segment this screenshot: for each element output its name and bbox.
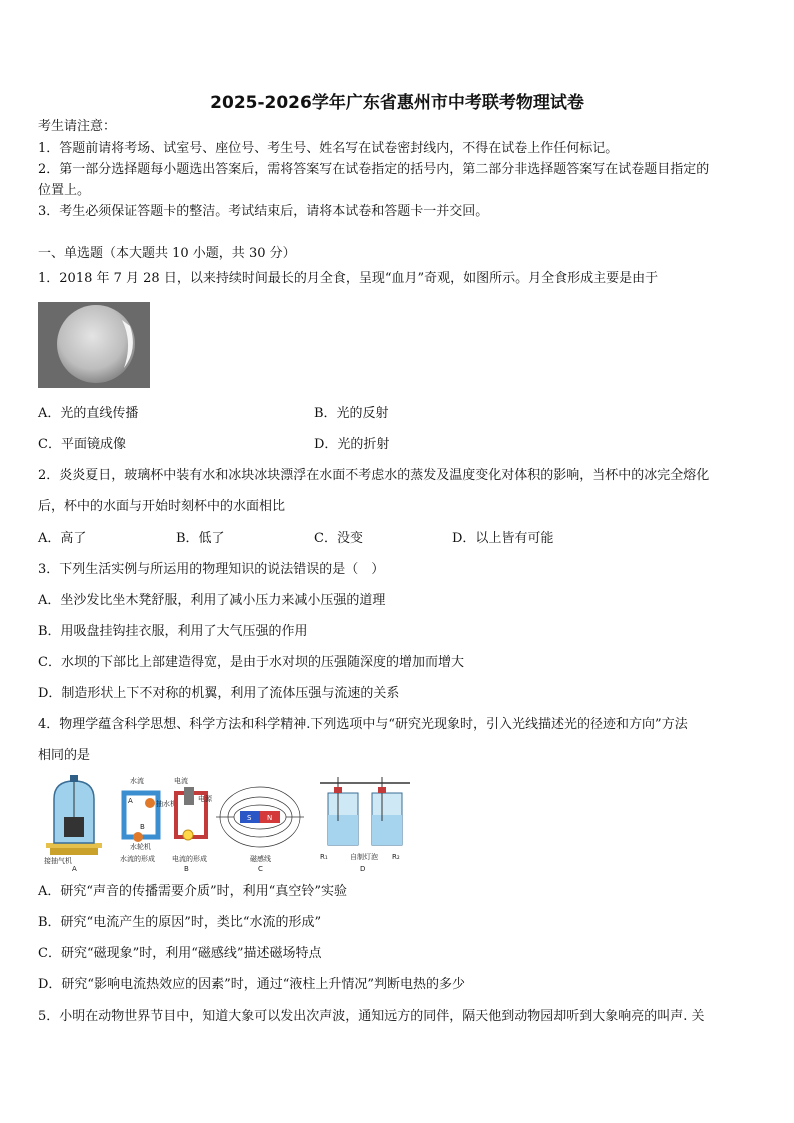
notice-item-3: 3．考生必须保证答题卡的整洁。考试结束后，请将本试卷和答题卡一并交回。 — [38, 204, 489, 219]
fig-c-n: N — [267, 814, 273, 822]
fig-c-caption: 电流的形成 — [172, 855, 207, 863]
q3-option-b[interactable]: B．用吸盘挂钩挂衣服，利用了大气压强的作用 — [38, 624, 308, 639]
notice-item-2: 2．第一部分选择题每小题选出答案后，需将答案写在试卷指定的括号内，第二部分非选择题答案写在试卷题目指定的 — [38, 162, 710, 177]
moon-eclipse-photo — [38, 302, 150, 388]
q4-option-a[interactable]: A．研究“声音的传播需要介质”时，利用“真空铃”实验 — [38, 884, 347, 899]
fig-bc-letter: B — [184, 865, 189, 873]
q4-option-c[interactable]: C．研究“磁现象”时，利用“磁感线”描述磁场特点 — [38, 946, 322, 961]
q1-option-d[interactable]: D．光的折射 — [314, 437, 390, 452]
question-1-stem: 1．2018 年 7 月 28 日，以来持续时间最长的月全食，呈现“血月”奇观，如图所示。月全食形成主要是由于 — [38, 271, 659, 286]
question-5-stem: 5．小明在动物世界节目中，知道大象可以发出次声波，通知远方的同伴，隔天他到动物园却听到大象响亮的叫声. 关 — [38, 1009, 705, 1024]
q2-option-a[interactable]: A．高了 — [38, 531, 87, 546]
notice-item-1: 1．答题前请将考场、试室号、座位号、考生号、姓名写在试卷密封线内，不得在试卷上作任何标记。 — [38, 141, 619, 156]
fig-b-label-water: 水流 — [130, 777, 144, 785]
q2-option-b[interactable]: B．低了 — [176, 531, 225, 546]
fig-e-caption: 自制灯泡 — [350, 853, 378, 861]
question-3-stem: 3．下列生活实例与所运用的物理知识的说法错误的是（ ） — [38, 562, 385, 577]
fig-b-label-a: A — [128, 797, 133, 805]
q3-option-a[interactable]: A．坐沙发比坐木凳舒服，利用了减小压力来减小压强的道理 — [38, 593, 386, 608]
fig-b-label-turbine: 水轮机 — [130, 843, 151, 851]
question-2-stem-line2: 后，杯中的水面与开始时刻杯中的水面相比 — [38, 499, 286, 514]
fig-e-r2: R₂ — [392, 853, 400, 861]
fig-b-caption: 水流的形成 — [120, 855, 155, 863]
fig-d-letter: C — [258, 865, 263, 873]
q1-option-a[interactable]: A．光的直线传播 — [38, 406, 139, 421]
q4-option-b[interactable]: B．研究“电流产生的原因”时，类比“水流的形成” — [38, 915, 322, 930]
fig-e-r1: R₁ — [320, 853, 328, 861]
fig-b-label-pump: 抽水机 — [156, 800, 177, 808]
fig-a-letter: A — [72, 865, 77, 873]
q1-option-c[interactable]: C．平面镜成像 — [38, 437, 126, 452]
fig-e-letter: D — [360, 865, 366, 873]
page-title: 2025-2026学年广东省惠州市中考联考物理试卷 — [210, 93, 584, 113]
notice-item-2-cont: 位置上。 — [38, 183, 91, 198]
heating-flasks-illustration — [320, 777, 410, 845]
q2-option-d[interactable]: D．以上皆有可能 — [452, 531, 554, 546]
fig-c-s: S — [247, 814, 252, 822]
q2-option-c[interactable]: C．没变 — [314, 531, 363, 546]
question-4-stem-line1: 4．物理学蕴含科学思想、科学方法和科学精神.下列选项中与“研究光现象时，引入光线描述光的径迹和方向”方法 — [38, 717, 688, 732]
q3-option-c[interactable]: C．水坝的下部比上部建造得宽，是由于水对坝的压强随深度的增加而增大 — [38, 655, 464, 670]
fig-d-caption: 磁感线 — [250, 855, 271, 863]
fig-a-caption: 接抽气机 — [44, 857, 72, 865]
fig-c-label-current: 电流 — [174, 777, 188, 785]
question-4-figure — [38, 773, 418, 873]
fig-b-label-b: B — [140, 823, 145, 831]
notice-heading: 考生请注意： — [38, 119, 117, 134]
q4-option-d[interactable]: D．研究“影响电流热效应的因素”时，通过“液柱上升情况”判断电热的多少 — [38, 977, 466, 992]
q3-option-d[interactable]: D．制造形状上下不对称的机翼，利用了流体压强与流速的关系 — [38, 686, 400, 701]
bell-jar-illustration — [46, 775, 102, 855]
q1-option-b[interactable]: B．光的反射 — [314, 406, 389, 421]
question-4-stem-line2: 相同的是 — [38, 748, 91, 763]
question-2-stem-line1: 2．炎炎夏日，玻璃杯中装有水和冰块冰块漂浮在水面不考虑水的蒸发及温度变化对体积的影响，当杯中的冰完全熔化 — [38, 468, 710, 483]
section-heading: 一、单选题（本大题共 10 小题，共 30 分） — [38, 246, 296, 261]
fig-c-label-source: 电源 — [198, 795, 212, 803]
